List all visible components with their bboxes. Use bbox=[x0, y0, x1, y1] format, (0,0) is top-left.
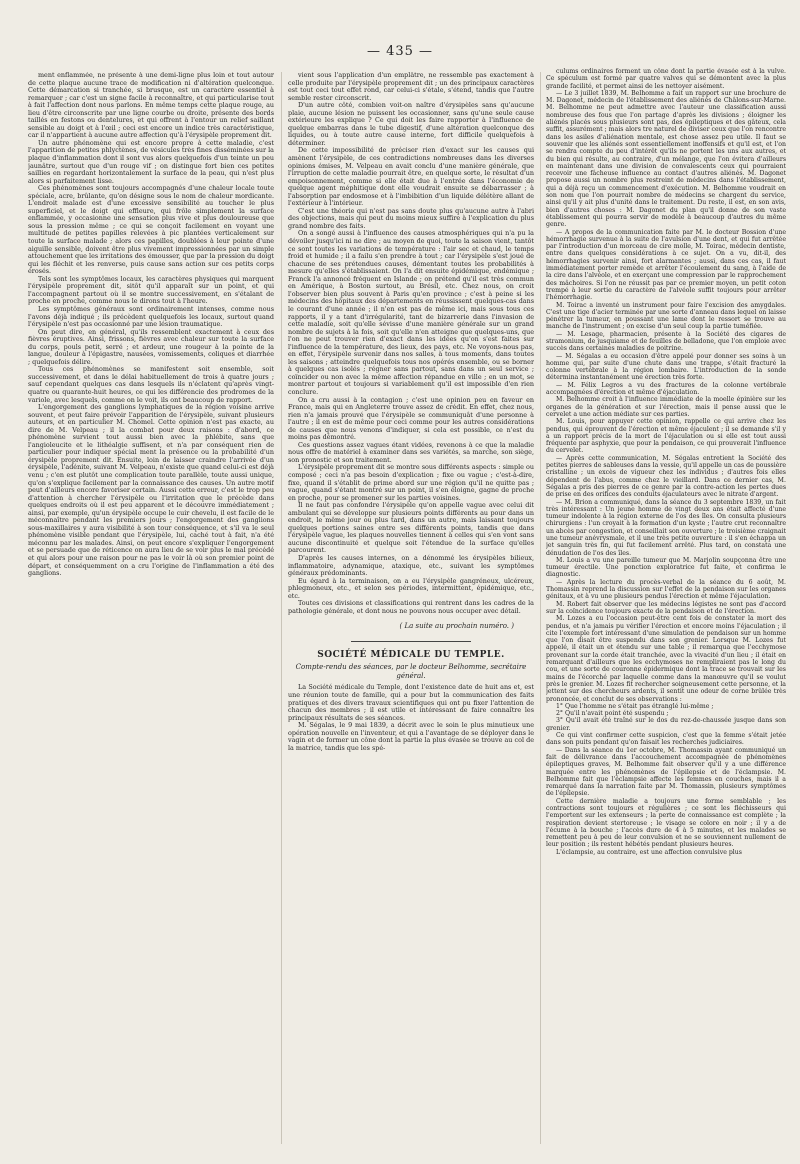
section-title: SOCIÉTÉ MÉDICALE DU TEMPLE. bbox=[317, 649, 505, 660]
paragraph: L'éclampsie, au contraire, est une affection convulsive plus bbox=[556, 848, 742, 856]
paragraph: L'engorgement des ganglions lymphatiques de la région voisine arrive souvent, et peut faire prévoir l'apparition de l'érysipèle, suivant plusieurs auteurs, et en particulier M. Chomel. Cette opinion n'est pas exacte, au dire de M. Velpeau ; il la combat pour deux raisons : d'abord, ce phénomène survient tout aussi bien avec la phlébite, sans que l'angioleucite et le lithéalgie suffisent, et n'a par conséquent rien de particulier pour indiquer spécial ment la présence ou la probabilité d'un érysipèle proprement dit. Ensuite, loin de laisser craindre l'arrivée d'un érysipèle, l'adénite, suivant M. Velpeau, n'existe que quand celui-ci est déjà venu ; c'en est plutôt une complication toute parallèle, toute aussi unique, qu'on s'explique facilement par la connaissance des causes. Un autre motif peut d'ailleurs encore favoriser certain. Aussi cette erreur, c'est le trop peu d'attention à chercher l'érysipèle ou l'irritation que le précède dans quelques endroits où il est peu apparent et le découvre immédiatement ; ainsi, par exemple, qu'un érysipèle occupe le cuir chevelu, il est facile de le méconnaître pendant les premiers jours ; l'engorgement des ganglions sous-maxillaires y aura visibilité à son tour conséquence, et s'il va le seul phénomène visible pendant que l'érysipèle, lui, caché tout à fait, n'a été méconnu par les malades. Ainsi, on peut encore s'expliquer l'engorgement et se persuade que de réticence on aura lieu de se voir plus le mal précédé et qui alors pour une raison pour ne pas le voir là où son premier point de départ, et conséquemment on a cru l'origine de l'inflammation a été des ganglions. bbox=[28, 403, 274, 578]
paragraph: On a songé aussi à l'influence des causes atmosphériques qui n'a pu la dévoiler jusqu'ici ni ne dire ; au moyen de quoi, toute la saison vient, tantôt ce sont toutes les variations de température : l'air sec et chaud, le temps froid et humide ; il a failu s'en prendre à tout ; car l'érysipèle s'est joué de chacune de ses prétendues causes, démentant toutes les probabilités à mesure qu'elles s'établissaient. On l'a dit ensuite épidémique, endémique ; Franck l'a annoncé fréquent en Islande ; on prétend qu'il est très commun en Amérique, à Boston surtout, au Brésil, etc. Chez nous, on croit l'observer bien plus souvent à Paris qu'en province ; c'est à peine si les médecins des hôpitaux des départements en réussissent quelques-cas dans le courant d'une année ; il n'en est pas de même ici, mais sous tous ces rapports, il y a tant d'irrégularité, tant de bizarrerie dans l'invasion de cette maladie, soit qu'elle sévisse d'une manière générale sur un grand nombre de sujets à la fois, soit qu'elle n'en atteigne que quelques-uns, que l'on ne peut trouver rien d'exact dans les idées qu'on s'est faites sur l'influence de la température, des lieux, des pays, etc. Ne voyons-nous pas, en effet, l'érysipèle survenir dans nos salles, à tous moments, dans toutes les saisons ; atteindre quelquefois tous nos opérés ensemble, ou se borner à quelques cas isolés ; régner sans partout, sans dans un seul service ; coïncider ou non avec la même affection répandue en ville ; en un mot, se montrer partout et toujours si variablement qu'il est impossible d'en rien conclure. bbox=[288, 229, 534, 396]
paragraph: Tels sont les symptômes locaux, les caractères physiques qui marquent l'érysipèle proprement dit, sitôt qu'il apparaît sur un point, et qui l'accompagnent partout où il se montre successivement, en s'étalant de proche en proche, comme nous le dirons tout à l'heure. bbox=[28, 274, 274, 306]
paragraph: Ce qui vint confirmer cette suspicion, c'est que la femme s'était jetée dans son puits pendant qu'on faisait les recherches judiciaires. bbox=[546, 732, 786, 747]
paragraph: — M. Lesage, pharmacien, présente à la Société des cigares de stramonium, de jusquiame et de feuilles de belladone, que l'on emploie avec succès dans certaines maladies de poitrine. bbox=[546, 330, 786, 353]
paragraph: Cette dernière maladie a toujours une forme semblable ; les contractions sont toujours et régulières ; ce sont les fléchisseurs qui l'emportent sur les extenseurs ; la perte de connaissance est complète ; la respiration devient stertoreuse ; le visage se colore en noir ; il y a de l'écume à la bouche ; l'accès dure de 4 à 5 minutes, et les malades se remettent peu à peu de leur convulsion et ne se souviennent nullement de leur position ; ils restent hébétés pendant plusieurs heures. bbox=[546, 797, 786, 849]
paragraph: M. Belhomme croit à l'influence immédiate de la moelle épinière sur les organes de la génération et sur l'érection, mais il pense aussi que le cervelet a une action médiate sur ces parties. bbox=[546, 396, 786, 418]
paragraph: Ces phénomènes sont toujours accompagnés d'une chaleur locale toute spéciale, acre, brûlante, qu'on désigne sous le nom de chaleur mordicante. L'endroit malade est d'une excessive sensibilité au toucher le plus superficiel, et le doigt qui effleure, qui frôle simplement la surface enflammée, y occasionne une sensation plus vive et plus douloureuse que sous la pression même ; ce qui se conçoit facilement en voyant une multitude de petites papilles relevées à pic plantées verticalement sur toute la surface malade ; alors ces papilles, doublées à leur pointe d'une aiguille sensible, doivent être plus vivement impressionnées par un simple attouchement que les irritations des émousser, que par la pression du doigt qui les fléchit et les renverse, puis cause sans action sur ces petits corps érosés. bbox=[28, 184, 274, 276]
paragraph: — A propos de la communication faite par M. le docteur Bossion d'une hémorrhagie survenue à la suite de l'avulsion d'une dent, et qui fut arrêtée par l'introduction d'un morceau de cire molle, M. Toirac, médecin dentiste, entre dans quelques considérations à ce sujet. On a vu, dit-il, des hémorrhagies survenir ainsi, fort alarmantes ; aussi, dans ces cas, il faut immédiatement porter remède et arrêter l'écoulement du sang, à l'aide de la cire dans l'alvéole, et en exerçant une compression par le rapprochement des mâchoires. Si l'on ne réussit pas par ce premier moyen, un petit coton trempé à leur sortie du caractère de l'alvéole suffit toujours pour arrêter l'hémorrhagie. bbox=[546, 228, 786, 302]
paragraph: — M. Félix Legros a vu des fractures de la colonne vertébrale accompagnées d'érection et même d'éjaculation. bbox=[546, 381, 786, 397]
paragraph: ment enflammée, ne présente à une demi-ligne plus loin et tout autour de cette plaque aucune trace de modification ni d'altération quelconque. Cette démarcation si tranchée, si brusque, est un caractère essentiel à remarquer ; car c'est un signe facile à reconnaître, et qui particularise tout à fait l'affection dont nous parlons. En même temps cette plaque rouge, au lieu d'être circonscrite par une ligne courbe ou droite, présente des bords taillés en festons ou dentelures, et qui offrent à l'entour un relief saillant sensible au doigt et à l'œil ; ceci est encore un indice très caractéristique, car il n'appartient à aucune autre affection qu'à l'érysipèle proprement dit. bbox=[28, 72, 274, 140]
paragraph: M. Louis, pour appuyer cette opinion, rappelle ce qui arrive chez les pendus, qui éprouvent de l'érection et même éjaculent ; il se demande s'il y a un rapport précis de la mort de l'éjaculation ou si elle est tout aussi fréquente par asphyxie, que pour la pendaison, ce qui prouverait l'influence du cervelet. bbox=[546, 418, 786, 455]
column-divider bbox=[281, 72, 282, 1144]
paragraph: D'un autre côté, combien voit-on naître d'érysipèles sans qu'aucune plaie, aucune lésion ne puissent les occasionner, sans qu'une seule cause extérieure les explique ? Ce qui doit les faire rapporter à l'influence de quelque embarras dans le tube digestif, d'une altération quelconque des liquides, ou à toute autre cause interne, fort difficile quelquefois à déterminer. bbox=[288, 101, 534, 147]
paragraph: On a cru aussi à la contagion ; c'est une opinion peu en faveur en France, mais qui en Angleterre trouve assez de crédit. En effet, chez nous, rien n'a jamais prouvé que l'érysipèle se communiquât d'une personne à l'autre ; il en est de même pour ceci comme pour les autres considérations de causes que nous venons d'indiquer, si cela est possible, ce n'est du moins pas démontré. bbox=[288, 395, 534, 442]
column-middle bbox=[288, 72, 534, 1144]
paragraph: De cette impossibilité de préciser rien d'exact sur les causes qui amènent l'érysipèle, de ces contradictions nombreuses dans les diverses opinions émises, M. Velpeau en avait conclu d'une manière générale, que l'irruption de cette maladie pourrait être, en quelque sorte, le résultat d'un empoisonnement, comme si elle était due à l'entrée dans l'économie de quelque agent méphitique dont elle voudrait ensuite se débarrasser ; à l'absorption par endosmose et à l'imbibition d'un liquide délétère allant de l'extérieur à l'intérieur. bbox=[288, 146, 534, 208]
section-rule bbox=[351, 641, 471, 642]
paragraph: culums ordinaires forment un cône dont la partie évasée est à la vulve. Ce spéculum est formé par quatre valves qui se démontent avec la plus grande facilité, et permet ainsi de les nettoyer aisément. bbox=[546, 68, 786, 90]
paragraph: L'érysipèle proprement dit se montre sous différents aspects : simple ou composé ; ceci n'a pas besoin d'explication ; fixe ou vague ; c'est-à-dire, fixe, quand il s'établit de prime abord sur une région qu'il ne quitte pas ; vague, quand s'étant montré sur un point, il s'en éloigne, gagne de proche en proche, pour se promener sur les parties voisines. bbox=[288, 463, 534, 502]
paragraph: Un autre phénomène qui est encore propre à cette maladie, c'est l'apparition de petites phlyctènes, de vésicules très fines disséminées sur la plaque d'inflammation dont il sont vus alors quelquefois d'un teinte un peu jaunâtre, surtout que d'un rouge vif ; on distingue fort bien ces petites saillies en regardant horizontalement la surface de la peau, qui n'est plus alors si parfaitement lisse. bbox=[28, 138, 274, 185]
paragraph: M. Lozes a eu l'occasion peut-être cent fois de constater la mort des pendus, et n'a jamais pu vérifier l'érection et encore moins l'éjaculation ; il cite l'exemple fort intéressant d'une simulation de pendaison sur un homme que l'on disait être suspendu dans son grenier. Lorsque M. Lozes fut appelé, il était un et étendu sur une table ; il remarqua que l'ecchymose provenant sur la corde était tranchée, avec la vivacité d'un lieu ; il était en remarquant d'ailleurs que les ecchymoses ne rempliraient pas le long du cou, et une sorte de couronne épidermique dont la trace se trouvait sur les mains de l'écorché par laquelle comme dans la manœuvre qu'il se voulut près le grenier. M. Lozes fit rechercher soigneusement cette personne, et la jettent sur des chercheurs ardents, il sentit une odeur de corne brûlée très prononcée, et conclut de ses observations : bbox=[546, 615, 786, 703]
column-divider bbox=[540, 72, 541, 1144]
paragraph: Toutes ces divisions et classifications qui rentrent dans les cadres de la pathologie générale, et dont nous ne pouvons nous occuper avec détail. bbox=[288, 599, 534, 615]
paragraph: On peut dire, en général, qu'ils ressemblent exactement à ceux des fièvres éruptives. Ainsi, frissons, fièvres avec chaleur sur toute la surface du corps, pouls petit, serré ; et ardeur, une rougeur à la pointe de la langue, douleur à l'épigastre, nausées, vomissements, coliques et diarrhée ; quelquefois délire. bbox=[28, 327, 274, 366]
paragraph: 2° Qu'il n'avait point été suspendu ; bbox=[556, 710, 669, 718]
paragraph: M. Louis a vu une pareille tumeur que M. Marjolin soupçonna être une tumeur érectile. Une ponction exploratrice fut faite, et confirma le diagnostic. bbox=[546, 556, 786, 579]
paragraph: — Après cette communication, M. Ségalas entretient la Société des petites pierres de sableuses dans la vessie, qu'il appelle un cas de poussière cristalline ; un excès de vigueur chez les individus ; d'autres fois elles dépendent de l'abus, comme chez le vieillard. Dans ce dernier cas, M. Ségalas a pris des pierres de ce genre par la contre-action les pertes dues de prise en des orifices des conduits éjaculateurs avec le nitrate d'argent. bbox=[546, 454, 786, 499]
paragraph: 3° Qu'il avait été traîné sur le dos du rez-de-chaussée jusque dans son grenier. bbox=[546, 717, 786, 732]
column-left bbox=[28, 72, 274, 1144]
continuation-note: ( La suite au prochain numéro. ) bbox=[399, 622, 514, 631]
paragraph: M. Robert fait observer que les médecins légistes ne sont pas d'accord sur la coïncidence toujours exacte de la pendaison et de l'érection. bbox=[546, 600, 786, 615]
paragraph: 1° Que l'homme ne s'était pas étranglé lui-même ; bbox=[556, 702, 714, 710]
paragraph: — Après la lecture du procès-verbal de la séance du 6 août, M. Thomassin reprend la discussion sur l'effet de la pendaison sur les organes génitaux, et à vu une plusieurs pendus l'érection et même l'éjaculation. bbox=[546, 578, 786, 601]
paragraph: Eu égard à la terminaison, on a eu l'érysipèle gangréneux, ulcéreux, phlegmoneux, etc., et selon ses périodes, intermittent, épidémique, etc., etc. bbox=[288, 576, 534, 600]
paragraph: Il ne faut pas confondre l'érysipèle qu'on appelle vague avec celui dit ambulant qui se développe sur plusieurs points différents au pour dans un endroit, le même jour ou plus tard, dans un autre, mais laissant toujours quelques portions saines entre ses différents points, tandis que dans l'érysipèle vague, les plaques nouvelles tiennent à celles qui s'en vont sans aucune discontinuité et quelque soit l'étendue de la surface qu'elles parcourent. bbox=[288, 501, 534, 555]
paragraph: Les symptômes généraux sont ordinairement intenses, comme nous l'avons déjà indiqué ; ils précèdent quelquefois les locaux, surtout quand l'érysipèle n'est pas occasionné par une lésion traumatique. bbox=[28, 304, 274, 329]
section-subtitle: Compte-rendu des séances, par le docteur Belhomme, secrétaire général. bbox=[295, 663, 527, 680]
paragraph: — M. Ségalas a eu occasion d'être appelé pour donner ses soins à un homme qui, par suite d'une chute dans une trappe, s'était fracturé la colonne vertébrale à la région lombaire. L'introduction de la sonde détermina instantanément une érection très forte. bbox=[546, 352, 786, 382]
paragraph: La Société médicale du Temple, dont l'existence date de huit ans et, est une réunion toute de famille, qui a pour but la communication des faits pratiques et des divers travaux scientifiques qui ont pu fixer l'attention de chacun des membres ; il est utile et intéressant de faire connaître les principaux résultats de ses séances. bbox=[288, 683, 534, 722]
paragraph: C'est une théorie qui n'est pas sans doute plus qu'aucune autre à l'abri des objections, mais qui peut du moins mieux suffire à l'explication du plus grand nombre des faits. bbox=[288, 206, 534, 230]
paragraph: M. Ségalas, le 9 mai 1839, a décrit avec le soin le plus minutieux une opération nouvelle en l'inventeur, et qui a l'avantage de se déployer dans le vagin et de former un cône dont la partie la plus évasée se trouve au col de la matrice, tandis que les spé- bbox=[288, 721, 534, 752]
paragraph: Tous ces phénomènes se manifestent soit ensemble, soit successivement, et dans le délai habituellement de trois à quatre jours ; sauf cependant quelques cas dans lesquels ils n'éclatent qu'après vingt-quatre ou quarante-huit heures, ce qui les différencie des prodromes de la variole, avec lesquels, comme on le voit, ils ont beaucoup de rapport. bbox=[28, 365, 274, 404]
column-right bbox=[546, 68, 786, 1144]
page-number: — 435 — bbox=[366, 44, 434, 59]
paragraph: — M. Brion a communiqué, dans la séance du 3 septembre 1839, un fait très intéressant : Un jeune homme de vingt deux ans était affecté d'une tumeur indolente à la région externe de l'os des îles. On consulta plusieurs chirurgiens : l'un croyait à la formation d'un kyste ; l'autre crut reconnaître un abcès par congestion, et conseillait son ouverture ; le troisième craignait une tumeur anévrysmale, et il une très petite ouverture : il s'en échappa un jet sanguin très fin, qui fut facilement arrêté. Plus tard, on constata une dénudation de l'os des îles. bbox=[546, 498, 786, 557]
paragraph: M. Toirac a inventé un instrument pour faire l'excision des amygdales. C'est une tige d'acier terminée par une sorte d'anneau dans lequel on laisse pénétrer la tumeur, en poussant une lame dont le ressort se trouve au manche de l'instrument ; on excise d'un seul coup la partie tuméfiée. bbox=[546, 301, 786, 331]
paragraph: — Dans la séance du 1er octobre, M. Thomassin ayant communiqué un fait de délivrance dans l'accouchement accompagnée de phénomènes épileptiques graves, M. Belhomme fait observer qu'il y a une différence marquée entre les phénomènes de l'épilepsie et de l'éclampsie. M. Belhomme fait que l'éclampsie affecte les femmes en couches, mais il a remarqué dans la narration faite par M. Thomassin, plusieurs symptômes de l'épilepsie. bbox=[546, 746, 786, 798]
paragraph: Ces questions assez vagues étant vidées, revenons à ce que la maladie nous offre de matériel à examiner dans ses variétés, sa marche, son siège, son pronostic et son traitement. bbox=[288, 440, 534, 464]
paragraph: D'après les causes internes, on a dénommé les érysipèles bilieux, inflammatoire, adynamique, ataxique, etc., suivant les symptômes généraux prédominants. bbox=[288, 554, 534, 578]
paragraph: vient sous l'application d'un emplâtre, ne ressemble pas exactement à celle produite par l'érysipèle proprement dit ; un des principaux caractères est tout ceci tout effet rond, car celui-ci s'étale, s'étend, tandis que l'autre semble rester circonscrit. bbox=[288, 72, 534, 102]
paragraph: — Le 3 juillet 1839, M. Belhomme a fait un rapport sur une brochure de M. Dagonet, médecin de l'établissement des aliénés de Châlons-sur-Marne. M. Belhomme ne peut admettre avec l'auteur une classification aussi nombreuse des fous que l'on partage d'après les divisions ; éloigner les aliénés placés sous plusieurs sont pas, des épileptiques et des gâteux, cela suffit, assurément ; mais alors tre naturel de diviser ceux que l'on rencontre dans les asiles d'aliénation mentale, est chose assez peu utile. Il faut se souvenir que les aliénés sont essentiellement inoffensifs et qu'il est, et l'on se rendra compte du peu d'intérêt qu'ils ne portent les uns aux autres, et du bien qui résulte, au contraire, d'un mélange, que l'on évitera d'ailleurs en maintenant dans une division de convalescents ceux qui pourraient recevoir une fâcheuse influence au contact d'autres aliénés. M. Dagonet propose aussi un nombre plus restreint de médecins dans l'établissement, qui a déjà reçu un commencement d'exécution. M. Belhomme voudrait en son nom que l'on pourrait nombre de médecins se chargent du service, ainsi qu'il y ait plus d'unité dans le traitement. Du reste, il est, en son avis, bien d'autres choses : M. Dagonet du plan qu'il donne de son vaste établissement qui pourra servir de modèle à beaucoup d'autres du même genre. bbox=[546, 89, 786, 229]
